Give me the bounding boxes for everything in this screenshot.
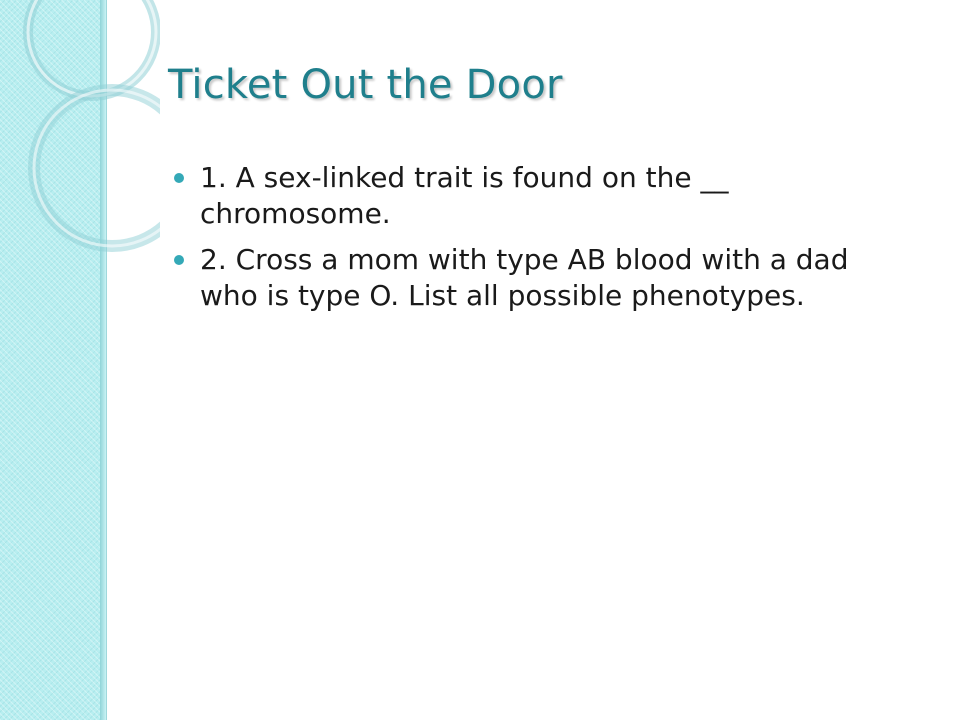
- bullet-text-1: 1. A sex-linked trait is found on the __ chromosome.: [200, 161, 729, 230]
- decorative-rings-icon: [0, 0, 160, 300]
- bullet-list: [172, 160, 892, 324]
- bullet-dot-icon: [174, 255, 184, 265]
- bullet-text-2: 2. Cross a mom with type AB blood with a dad who is type O. List all possible phenotypes.: [200, 243, 849, 312]
- bullet-item-1: [172, 160, 892, 232]
- bullet-item-2: [172, 242, 892, 314]
- slide-title: Ticket Out the Door: [168, 62, 563, 108]
- bullet-dot-icon: [174, 173, 184, 183]
